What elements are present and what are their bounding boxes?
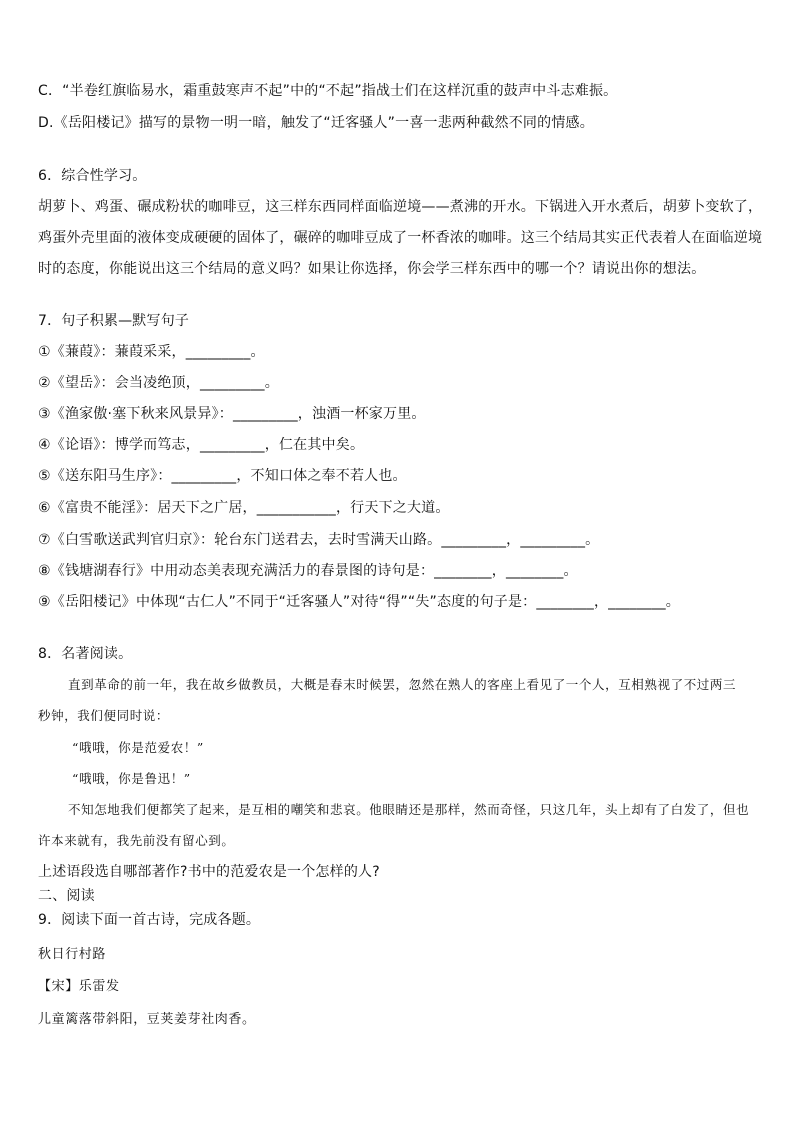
q8-passage-line: 秒钟，我们便同时说： bbox=[38, 708, 170, 723]
section-heading-reading: 二、阅读 bbox=[38, 888, 95, 904]
q8-passage-line: “哦哦，你是鲁迅！” bbox=[72, 771, 191, 786]
q7-item: ⑨《岳阳楼记》中体现“古仁人”不同于“迁客骚人”对待“得”“失”态度的句子是：________，________。 bbox=[38, 594, 680, 610]
q5-option-c: C．“半卷红旗临易水，霜重鼓寒声不起”中的“不起”指战士们在这样沉重的鼓声中斗志难振。 bbox=[38, 83, 618, 99]
q6-paragraph-line-2: 鸡蛋外壳里面的液体变成硬硬的固体了，碾碎的咖啡豆成了一杯香浓的咖啡。这三个结局其实正代表着人在面临逆境 bbox=[38, 230, 763, 246]
q7-item: ②《望岳》：会当凌绝顶，_________。 bbox=[38, 375, 279, 391]
q9-poem-title: 秋日行村路 bbox=[38, 947, 107, 962]
q5-option-d: D.《岳阳楼记》描写的景物一明一暗，触发了“迁客骚人”一喜一悲两种截然不同的情感。 bbox=[38, 115, 594, 131]
q7-item: ③《渔家傲·塞下秋来风景异》：_________，浊酒一杯家万里。 bbox=[38, 406, 426, 422]
q9-title: 9．阅读下面一首古诗，完成各题。 bbox=[38, 912, 261, 928]
q6-paragraph-line-3: 时的态度，你能说出这三个结局的意义吗？如果让你选择，你会学三样东西中的哪一个？请说出你的想法。 bbox=[38, 261, 706, 277]
q9-poem-line: 儿童篱落带斜阳，豆荚姜芽社肉香。 bbox=[38, 1012, 256, 1027]
q9-poem-author: 【宋】乐雷发 bbox=[38, 979, 120, 994]
q6-title: 6．综合性学习。 bbox=[38, 168, 147, 184]
q8-title: 8．名著阅读。 bbox=[38, 646, 133, 662]
q6-paragraph-line-1: 胡萝卜、鸡蛋、碾成粉状的咖啡豆，这三样东西同样面临逆境——煮沸的开水。下锅进入开水煮后，胡萝卜变软了， bbox=[38, 199, 763, 215]
q8-passage-line: 许本来就有，我先前没有留心到。 bbox=[38, 833, 235, 848]
q7-title: 7．句子积累—默写句子 bbox=[38, 313, 190, 329]
q7-item: ①《蒹葭》：蒹葭采采，_________。 bbox=[38, 344, 265, 360]
q7-item: ⑧《钱塘湖春行》中用动态美表现充满活力的春景图的诗句是：________，________。 bbox=[38, 563, 578, 579]
q8-passage-line: 不知怎地我们便都笑了起来，是互相的嘲笑和悲哀。他眼睛还是那样，然而奇怪，只这几年，头上却有了白发了，但也 bbox=[68, 802, 750, 817]
q7-item: ④《论语》：博学而笃志，_________，仁在其中矣。 bbox=[38, 437, 365, 453]
q8-passage-line: 直到革命的前一年，我在故乡做教员，大概是春末时候罢，忽然在熟人的客座上看见了一个人，互相熟视了不过两三 bbox=[68, 677, 737, 692]
q8-question: 上述语段选自哪部著作?书中的范爱农是一个怎样的人? bbox=[38, 864, 380, 880]
q7-item: ⑤《送东阳马生序》：_________，不知口体之奉不若人也。 bbox=[38, 468, 407, 484]
q7-item: ⑦《白雪歌送武判官归京》：轮台东门送君去，去时雪满天山路。_________，_________。 bbox=[38, 532, 600, 548]
q8-passage-line: “哦哦，你是范爱农！” bbox=[72, 740, 204, 755]
q7-item: ⑥《富贵不能淫》：居天下之广居，___________，行天下之大道。 bbox=[38, 500, 450, 516]
